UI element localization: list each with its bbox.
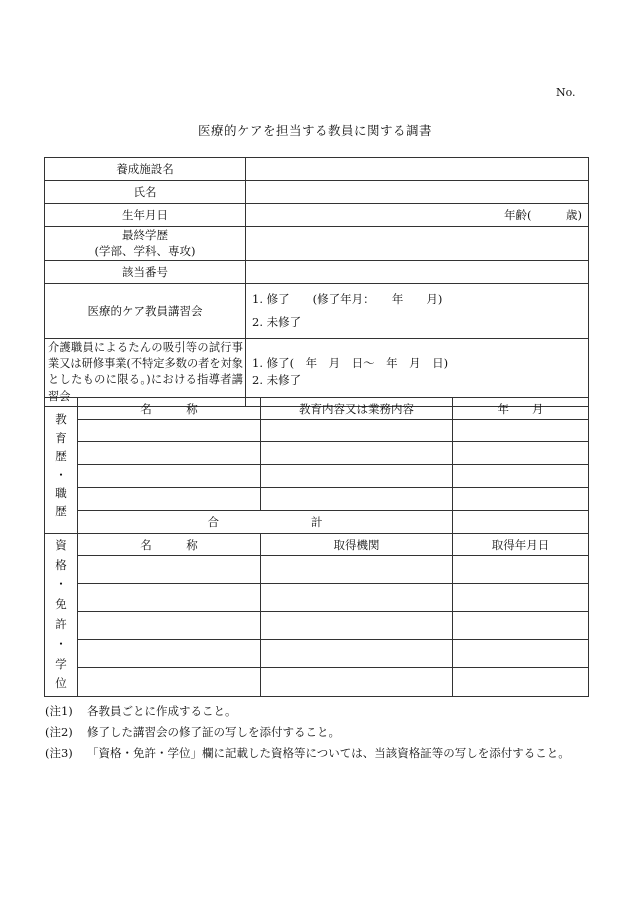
note-item	[45, 700, 570, 721]
education-label	[45, 227, 246, 261]
qualification-cell[interactable]	[78, 640, 261, 668]
date-of-birth-label: 生年月日	[45, 204, 246, 227]
career-col-name: 名 称	[78, 398, 261, 420]
note-item	[45, 721, 570, 742]
qualification-col-name: 名 称	[78, 534, 261, 556]
career-cell[interactable]	[453, 488, 589, 511]
career-side-char: ・	[55, 467, 67, 482]
career-cell[interactable]	[78, 465, 261, 488]
note-key: (注1)	[45, 703, 73, 718]
qualification-cell[interactable]	[453, 556, 589, 584]
career-side-char: 職	[55, 485, 67, 500]
note-key: (注3)	[45, 745, 73, 760]
age-label: 年齢( 歳)	[504, 208, 582, 222]
education-label-line2: (学部、学科、専攻)	[94, 243, 196, 258]
qualification-side-char: 格	[55, 557, 67, 572]
career-cell[interactable]	[78, 442, 261, 465]
notes-section	[45, 700, 570, 763]
career-side-label	[45, 398, 78, 534]
career-side-char: 歴	[55, 449, 67, 464]
instructor-course-option-completed: 1. 修了( 年 月 日～ 年 月 日)	[252, 356, 449, 371]
career-cell[interactable]	[453, 420, 589, 442]
qualification-side-char: 免	[55, 597, 67, 612]
care-course-option-completed: 1. 修了 (修了年月： 年 月)	[252, 292, 443, 306]
applicable-number-field[interactable]	[246, 261, 589, 284]
note-key: (注2)	[45, 724, 73, 739]
qualification-cell[interactable]	[261, 556, 453, 584]
career-total-value[interactable]	[453, 511, 589, 534]
qualification-cell[interactable]	[453, 612, 589, 640]
career-total-label: 合 計	[78, 511, 453, 534]
qualification-col-org: 取得機関	[261, 534, 453, 556]
education-label-line1: 最終学歴	[122, 227, 168, 242]
instructor-course-label: 介護職員によるたんの吸引等の試行事業又は研修事業(不特定多数の者を対象としたものに限る。)における指導者講習会	[45, 339, 246, 407]
name-label: 氏名	[45, 181, 246, 204]
career-cell[interactable]	[78, 420, 261, 442]
career-col-content: 教育内容又は業務内容	[261, 398, 453, 420]
note-text: 「資格・免許・学位」欄に記載した資格等については、当該資格証等の写しを添付すること。	[87, 745, 570, 760]
form-number-label: No.	[556, 86, 576, 99]
career-cell[interactable]	[261, 465, 453, 488]
instructor-course-option-not-completed: 2. 未修了	[252, 373, 302, 388]
page-title: 医療的ケアを担当する教員に関する調書	[197, 123, 432, 138]
note-text: 修了した講習会の修了証の写しを添付すること。	[87, 724, 340, 739]
qualification-side-char: 許	[55, 617, 67, 631]
career-cell[interactable]	[453, 442, 589, 465]
education-field[interactable]	[246, 227, 589, 261]
career-table	[44, 397, 589, 534]
qualification-cell[interactable]	[261, 640, 453, 668]
qualification-cell[interactable]	[78, 668, 261, 697]
facility-name-label: 養成施設名	[45, 158, 246, 181]
qualification-cell[interactable]	[453, 668, 589, 697]
qualification-side-char: 学	[55, 656, 67, 671]
career-side-char: 教	[55, 412, 67, 427]
name-field[interactable]	[246, 181, 589, 204]
basic-info-table	[44, 157, 589, 407]
qualification-col-date: 取得年月日	[453, 534, 589, 556]
qualification-cell[interactable]	[453, 584, 589, 612]
qualification-cell[interactable]	[78, 612, 261, 640]
career-cell[interactable]	[261, 442, 453, 465]
career-cell[interactable]	[261, 488, 453, 511]
qualification-cell[interactable]	[261, 668, 453, 697]
facility-name-field[interactable]	[246, 158, 589, 181]
qualification-cell[interactable]	[78, 556, 261, 584]
date-of-birth-field[interactable]	[246, 204, 589, 227]
care-course-label: 医療的ケア教員講習会	[45, 284, 246, 339]
qualification-side-char: 資	[55, 537, 67, 552]
career-side-char: 歴	[55, 504, 67, 519]
care-course-option-not-completed: 2. 未修了	[252, 315, 302, 329]
career-cell[interactable]	[261, 420, 453, 442]
qualification-cell[interactable]	[453, 640, 589, 668]
qualification-side-char: ・	[55, 636, 67, 651]
qualification-cell[interactable]	[261, 612, 453, 640]
qualification-side-label	[45, 534, 78, 697]
note-text: 各教員ごとに作成すること。	[87, 703, 237, 718]
career-cell[interactable]	[453, 465, 589, 488]
care-course-field[interactable]	[246, 284, 589, 339]
applicable-number-label: 該当番号	[45, 261, 246, 284]
qualification-cell[interactable]	[78, 584, 261, 612]
career-side-char: 育	[55, 430, 67, 445]
career-col-period: 年 月	[453, 398, 589, 420]
note-item	[45, 742, 570, 763]
qualification-side-char: 位	[55, 676, 67, 691]
qualification-cell[interactable]	[261, 584, 453, 612]
qualification-side-char: ・	[55, 577, 67, 592]
qualification-table	[44, 533, 589, 697]
career-cell[interactable]	[78, 488, 261, 511]
